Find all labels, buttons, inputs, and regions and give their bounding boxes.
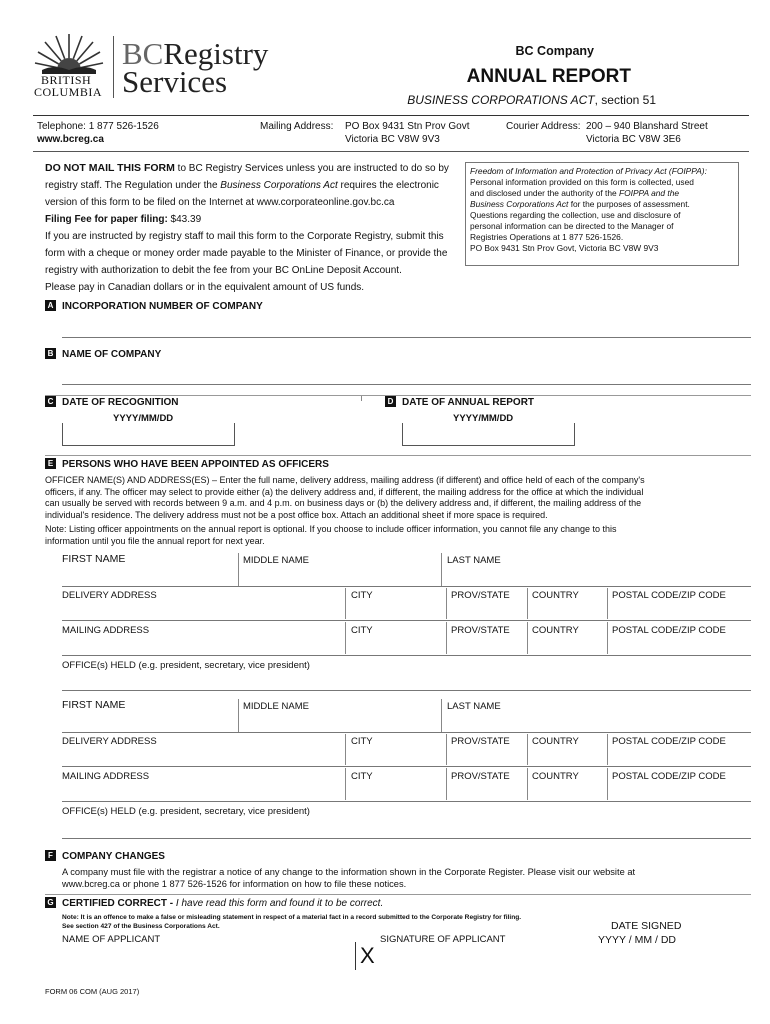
section-f-title: COMPANY CHANGES: [62, 851, 165, 862]
section-g-letter: G: [45, 897, 56, 908]
act-name: BUSINESS CORPORATIONS ACT: [407, 93, 595, 107]
intro-line-2-italic: Business Corporations Act: [220, 180, 338, 191]
section-g-title: [62, 898, 383, 909]
c-top-rule: [45, 395, 361, 396]
intro-line-1-rest: to BC Registry Services unless you are instructed to do so by: [174, 163, 449, 174]
officer-instructions-l2: officers, if any. The officer may select to provide either (a) the delivery address and, if different, the mailing address for the office at which the individual: [45, 486, 644, 497]
officer-2-delivery-city-label: CITY: [351, 736, 373, 747]
officer-1-delivery-country-label: COUNTRY: [532, 590, 579, 601]
annual-report-date-field[interactable]: [402, 423, 575, 446]
officer-1-delivery-field[interactable]: [62, 620, 751, 621]
report-title: ANNUAL REPORT: [466, 66, 631, 87]
officer-2-office-field[interactable]: [62, 838, 751, 839]
company-changes-l2: www.bcreg.ca or phone 1 877 526-1526 for information on how to file these notices.: [62, 879, 407, 889]
officer-instructions-l1: OFFICER NAME(S) AND ADDRESS(ES) – Enter the full name, delivery address, mailing address (if different) and office held of each of the company's: [45, 475, 645, 485]
officer-instructions-l3: can usually be served with records between 9 a.m. and 4 p.m. on business days or (b) the delivery address and, if different, the mailing address of the: [45, 498, 642, 508]
officer-1-office-field[interactable]: [62, 690, 751, 691]
logo-divider: [113, 36, 114, 98]
officer-1-mailing-field[interactable]: [62, 655, 751, 656]
intro-line-2a: registry staff. The Regulation under the: [45, 180, 221, 191]
certified-correct-label: CERTIFIED CORRECT -: [62, 898, 174, 909]
filing-fee: [45, 211, 460, 228]
officer-2-div-b: [441, 699, 442, 732]
brand-registry: Registry: [163, 36, 269, 71]
courier-line-1: 200 – 940 Blanshard Street: [586, 121, 708, 132]
bc-gov-logo: [34, 30, 104, 98]
officer-1-middle-name-label: MIDDLE NAME: [243, 555, 309, 566]
foippa-l3: [470, 199, 734, 210]
foippa-box: [465, 162, 739, 266]
officer-1-dv1: [345, 588, 346, 619]
section-a-title: INCORPORATION NUMBER OF COMPANY: [62, 301, 263, 312]
section-d-letter: D: [385, 396, 396, 407]
officer-2-mv1: [345, 768, 346, 800]
officer-2-mv3: [527, 768, 528, 800]
officer-1-dv3: [527, 588, 528, 619]
section-e-letter: E: [45, 458, 56, 469]
officer-2-mailing-country-label: COUNTRY: [532, 771, 579, 782]
signature-label: SIGNATURE OF APPLICANT: [380, 934, 506, 945]
foippa-l3-italic: Business Corporations Act: [470, 199, 569, 209]
company-name-field[interactable]: [62, 384, 751, 385]
website-link[interactable]: www.bcreg.ca: [37, 134, 104, 145]
brand-services: Services: [122, 64, 228, 99]
officer-2-delivery-prov-label: PROV/STATE: [451, 736, 510, 747]
foippa-l1: Personal information provided on this form is collected, used: [470, 177, 694, 187]
officer-2-mailing-postal-label: POSTAL CODE/ZIP CODE: [612, 771, 726, 782]
company-type: BC Company: [515, 44, 594, 58]
officer-2-first-name-label: FIRST NAME: [62, 699, 126, 711]
header-rule: [33, 115, 749, 116]
officer-2-delivery-field[interactable]: [62, 766, 751, 767]
certified-correct-text: I have read this form and found it to be correct.: [173, 898, 384, 909]
e-top-rule: [45, 455, 751, 456]
officer-1-dv4: [607, 588, 608, 619]
officer-1-last-name-label: LAST NAME: [447, 555, 501, 566]
contact-rule: [33, 151, 749, 152]
section-c-title: DATE OF RECOGNITION: [62, 397, 179, 408]
officer-2-dv4: [607, 734, 608, 765]
intro-line-5: If you are instructed by registry staff to mail this form to the Corporate Registry, submit this: [45, 231, 444, 242]
company-changes-l1: A company must file with the registrar a notice of any change to the information shown in the Corporate Register. Please visit our website at: [62, 867, 636, 877]
foippa-l2: [470, 188, 734, 199]
officer-note-l1: Note: Listing officer appointments on the annual report is optional. If you choose to include officer information, you cannot file any change to this: [45, 524, 617, 534]
officer-2-middle-name-label: MIDDLE NAME: [243, 701, 309, 712]
signature-x-mark: X: [360, 943, 375, 968]
applicant-name-label: NAME OF APPLICANT: [62, 934, 161, 945]
officer-1-name-field[interactable]: [62, 586, 751, 587]
officer-2-delivery-country-label: COUNTRY: [532, 736, 579, 747]
signature-field[interactable]: [357, 946, 587, 970]
officer-2-dv3: [527, 734, 528, 765]
telephone: Telephone: 1 877 526-1526: [37, 121, 159, 132]
signature-left-bar: [355, 942, 356, 970]
officer-1-mv1: [345, 622, 346, 654]
officer-2-last-name-label: LAST NAME: [447, 701, 501, 712]
mailing-line-2: Victoria BC V8W 9V3: [345, 134, 440, 145]
officer-1-div-b: [441, 553, 442, 586]
officer-2-delivery-label: DELIVERY ADDRESS: [62, 736, 157, 747]
officer-1-mv4: [607, 622, 608, 654]
officer-1-mv2: [446, 622, 447, 654]
officer-2-dv2: [446, 734, 447, 765]
section-b-letter: B: [45, 348, 56, 359]
intro-line-7: registry with authorization to debit the fee from your BC OnLine Deposit Account.: [45, 265, 402, 276]
offence-note-l2: See section 427 of the Business Corporations Act.: [62, 922, 220, 930]
foippa-l6: Registries Operations at 1 877 526-1526.: [470, 232, 624, 242]
officer-2-name-field[interactable]: [62, 732, 751, 733]
section-b-title: NAME OF COMPANY: [62, 349, 162, 360]
filing-fee-label: Filing Fee for paper filing:: [45, 214, 168, 225]
officer-instructions-l4: individual's residence. The delivery address must not be a post office box. Attach an additional sheet if more space is required.: [45, 509, 548, 520]
officer-2-mailing-field[interactable]: [62, 801, 751, 802]
intro-line-8: Please pay in Canadian dollars or in the equivalent amount of US funds.: [45, 282, 365, 293]
courier-label: Courier Address:: [506, 121, 581, 132]
foippa-l4: Questions regarding the collection, use and disclosure of: [470, 210, 681, 220]
g-top-rule: [45, 894, 751, 895]
officer-2-delivery-postal-label: POSTAL CODE/ZIP CODE: [612, 736, 726, 747]
intro-line-2b: requires the electronic: [337, 180, 439, 191]
officer-1-first-name-label: FIRST NAME: [62, 553, 126, 565]
date-signed-label: DATE SIGNED: [611, 920, 682, 932]
intro-line-1: [45, 160, 460, 177]
filing-fee-value: $43.39: [167, 214, 202, 225]
intro-line-6: form with a cheque or money order made payable to the Minister of Finance, or provide the: [45, 248, 448, 259]
intro-block: [45, 160, 460, 296]
offence-note: [62, 914, 521, 931]
officer-1-dv2: [446, 588, 447, 619]
officer-1-mv3: [527, 622, 528, 654]
gov-line-1: BRITISH: [41, 73, 92, 87]
foippa-l3b: for the purposes of assessment.: [568, 199, 690, 209]
intro-line-2: [45, 177, 460, 194]
brand-bc: BC: [122, 36, 164, 71]
section-f-letter: F: [45, 850, 56, 861]
officer-1-mailing-label: MAILING ADDRESS: [62, 625, 150, 636]
officer-2-office-label: OFFICE(s) HELD (e.g. president, secretary, vice president): [62, 806, 310, 817]
applicant-name-field[interactable]: [62, 946, 352, 970]
form-id: FORM 06 COM (AUG 2017): [45, 987, 140, 996]
officer-2-mailing-prov-label: PROV/STATE: [451, 771, 510, 782]
intro-line-3: version of this form to be filed on the Internet at www.corporateonline.gov.bc.ca: [45, 197, 395, 208]
section-d-title: DATE OF ANNUAL REPORT: [402, 397, 535, 408]
mailing-label: Mailing Address:: [260, 121, 334, 132]
annual-report-date-format: YYYY/MM/DD: [453, 413, 514, 424]
officer-2-mv2: [446, 768, 447, 800]
officer-1-div-a: [238, 553, 239, 586]
foippa-title: Freedom of Information and Protection of Privacy Act (FOIPPA):: [470, 166, 707, 176]
section-a-letter: A: [45, 300, 56, 311]
foippa-l5: personal information can be directed to the Manager of: [470, 221, 674, 231]
officer-1-mailing-country-label: COUNTRY: [532, 625, 579, 636]
recognition-date-field[interactable]: [62, 423, 235, 446]
officer-1-mailing-prov-label: PROV/STATE: [451, 625, 510, 636]
date-signed-field[interactable]: [598, 946, 748, 970]
sun-icon: [34, 30, 104, 74]
officer-1-delivery-city-label: CITY: [351, 590, 373, 601]
officer-note-l2: information until you file the annual report for next year.: [45, 535, 265, 546]
offence-note-l1: Note: It is an offence to make a false or misleading statement in respect of a material fact in a record submitted to the Corporate Registry for filing.: [62, 914, 522, 921]
officer-2-dv1: [345, 734, 346, 765]
officer-2-mv4: [607, 768, 608, 800]
courier-line-2: Victoria BC V8W 3E6: [586, 134, 681, 145]
mailing-line-1: PO Box 9431 Stn Prov Govt: [345, 121, 470, 132]
d-top-rule: [361, 395, 751, 396]
foippa-l2-italic: FOIPPA and the: [619, 188, 680, 198]
act-reference: [407, 93, 656, 107]
date-signed-format: YYYY / MM / DD: [598, 934, 676, 946]
officer-instructions: [45, 475, 751, 521]
gov-line-2: COLUMBIA: [34, 85, 103, 99]
officer-2-mailing-label: MAILING ADDRESS: [62, 771, 150, 782]
officer-2-div-a: [238, 699, 239, 732]
officer-1-office-label: OFFICE(s) HELD (e.g. president, secretary, vice president): [62, 660, 310, 671]
act-section: , section 51: [594, 93, 656, 107]
officer-1-mailing-postal-label: POSTAL CODE/ZIP CODE: [612, 625, 726, 636]
section-e-title: PERSONS WHO HAVE BEEN APPOINTED AS OFFICERS: [62, 459, 329, 470]
officer-note: [45, 524, 751, 547]
incorporation-number-field[interactable]: [62, 337, 751, 338]
foippa-l7: PO Box 9431 Stn Prov Govt, Victoria BC V8W 9V3: [470, 243, 659, 253]
do-not-mail: DO NOT MAIL THIS FORM: [45, 162, 175, 174]
officer-1-delivery-postal-label: POSTAL CODE/ZIP CODE: [612, 590, 726, 601]
company-changes-text: [62, 866, 635, 890]
officer-1-delivery-label: DELIVERY ADDRESS: [62, 590, 157, 601]
officer-1-delivery-prov-label: PROV/STATE: [451, 590, 510, 601]
recognition-date-format: YYYY/MM/DD: [113, 413, 174, 424]
section-c-letter: C: [45, 396, 56, 407]
officer-1-mailing-city-label: CITY: [351, 625, 373, 636]
officer-2-mailing-city-label: CITY: [351, 771, 373, 782]
foippa-l2a: and disclosed under the authority of the: [470, 188, 619, 198]
